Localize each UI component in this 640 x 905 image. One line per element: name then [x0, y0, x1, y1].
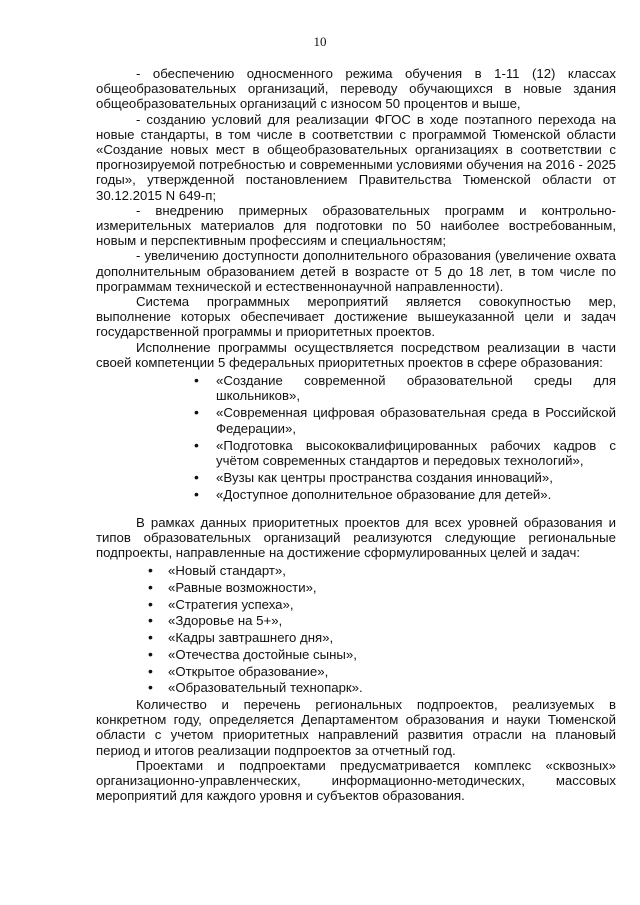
page-number: 10: [313, 34, 327, 49]
paragraph-program-execution: Исполнение программы осуществляется посредством реализации в части своей компетенции 5 федеральных приоритетных проектов в сфере образования:: [96, 339, 616, 370]
list-item: • «Новый стандарт»,: [148, 563, 616, 578]
paragraph-program-system: Система программных мероприятий является совокупностью мер, выполнение которых обеспечивает достижение вышеуказанной цели и задач государственной программы и приоритетных проектов.: [96, 294, 616, 340]
list-item: • «Здоровье на 5+»,: [148, 613, 616, 628]
federal-projects-list: [96, 373, 616, 503]
paragraph-additional-education: - увеличению доступности дополнительного образования (увеличение охвата дополнительным образованием детей в возрасте от 5 до 18 лет, в том числе по программам технической и естественнонаучной направленности).: [96, 248, 616, 294]
paragraph-cross-cutting-activities: Проектами и подпроектами предусматривается комплекс «сквозных» организационно-управленческих, информационно-методических, массовых мероприятий для каждого уровня и субъектов образования.: [96, 757, 616, 804]
list-item: • «Современная цифровая образовательная среда в Российской Федерации»,: [192, 405, 616, 435]
paragraph-fgos-conditions: - созданию условий для реализации ФГОС в ходе поэтапного перехода на новые стандарты, в том числе в соответствии с программой Тюменской области «Создание новых мест в общеобразовательных организациях в соответствии с прогнозируемой потребностью и современными условиями обучения на 2016 - 2025 годы», утвержденной постановлением Правительства Тюменской области от 30.12.2015 N 649-п;: [96, 111, 616, 203]
document-body: [96, 66, 616, 803]
paragraph-subproject-count: Количество и перечень региональных подпроектов, реализуемых в конкретном году, определяется Департаментом образования и науки Тюменской области с учетом приоритетных направлений развития отрасли на плановый период и итогов реализации подпроектов за отчетный год.: [96, 696, 616, 758]
list-item: • «Отечества достойные сыны»,: [148, 647, 616, 662]
list-item: • «Подготовка высококвалифицированных рабочих кадров с учётом современных стандартов и передовых технологий»,: [192, 438, 616, 468]
list-item: • «Равные возможности»,: [148, 580, 616, 595]
list-item: • «Создание современной образовательной среды для школьников»,: [192, 373, 616, 403]
list-item: • «Доступное дополнительное образование для детей».: [192, 487, 616, 502]
regional-subprojects-list: [96, 563, 616, 695]
list-item: • «Открытое образование»,: [148, 664, 616, 679]
paragraph-exemplary-programs: - внедрению примерных образовательных программ и контрольно-измерительных материалов для подготовки по 50 наиболее востребованным, новым и перспективным профессиям и специальностям;: [96, 202, 616, 249]
list-item: • «Образовательный технопарк».: [148, 680, 616, 695]
list-item: • «Вузы как центры пространства создания инноваций»,: [192, 470, 616, 485]
list-item: • «Кадры завтрашнего дня»,: [148, 630, 616, 645]
paragraph-regional-intro: В рамках данных приоритетных проектов для всех уровней образования и типов образовательных организаций реализуются следующие региональные подпроекты, направленные на достижение сформулированных целей и задач:: [96, 514, 616, 561]
paragraph-single-shift: - обеспечению односменного режима обучения в 1-11 (12) классах общеобразовательных организаций, переводу обучающихся в новые здания общеобразовательных организаций с износом 50 процентов и выше,: [96, 66, 616, 112]
list-item: • «Стратегия успеха»,: [148, 597, 616, 612]
